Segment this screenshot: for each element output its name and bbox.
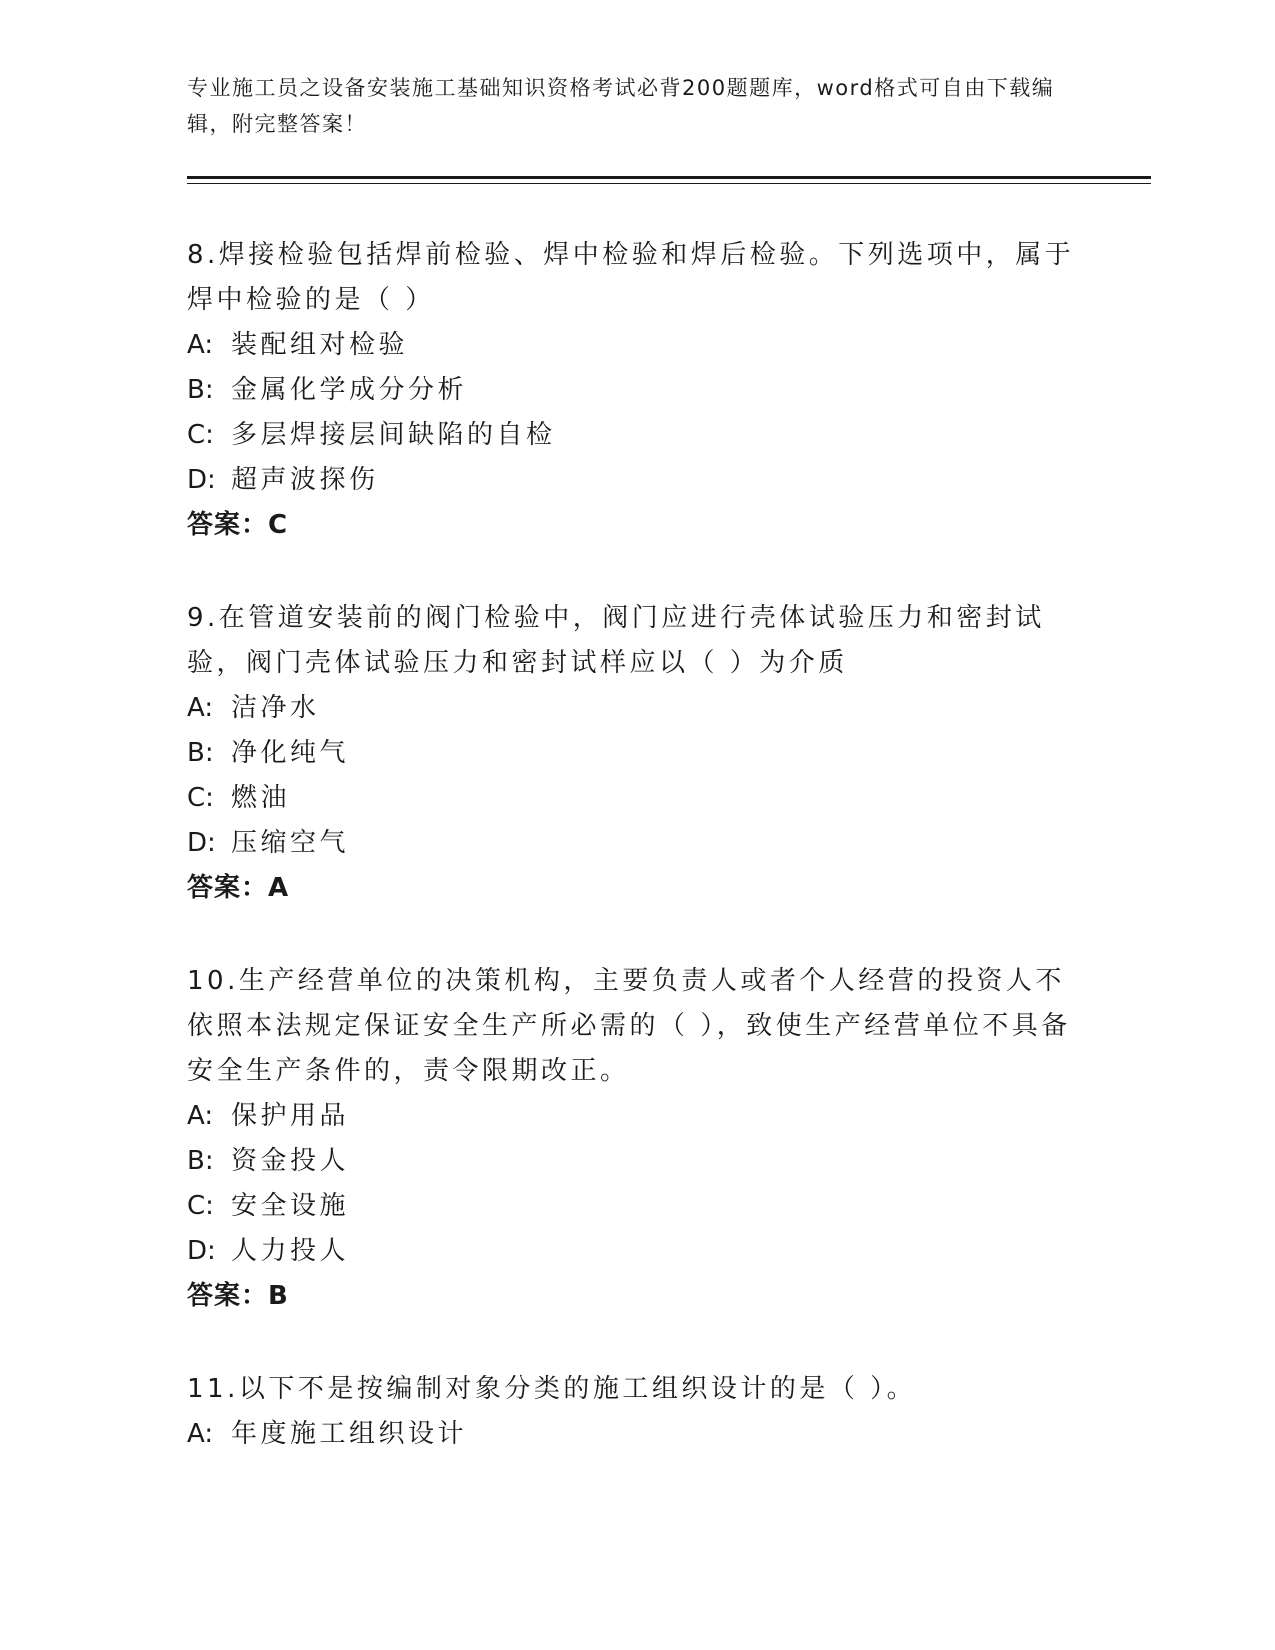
option-letter: D: (187, 1236, 216, 1266)
option-text: 人力投人 (231, 1236, 350, 1266)
option-text: 压缩空气 (231, 828, 350, 858)
question-stem: 11.以下不是按编制对象分类的施工组织设计的是（ ）。 (187, 1374, 917, 1404)
answer-line: 答案：A (187, 873, 290, 903)
option-c (187, 413, 1087, 458)
option-b (187, 368, 1087, 413)
option-letter: D: (187, 465, 216, 495)
option-letter: D: (187, 828, 216, 858)
question-9 (187, 596, 1087, 911)
question-11 (187, 1367, 1087, 1457)
option-d (187, 1229, 1087, 1274)
option-letter: B: (187, 1146, 214, 1176)
option-a (187, 1412, 1087, 1457)
option-letter: C: (187, 783, 214, 813)
question-stem: 10.生产经营单位的决策机构，主要负责人或者个人经营的投资人不依照本法规定保证安全生产所必需的（ ），致使生产经营单位不具备安全生产条件的，责令限期改正。 (187, 966, 1071, 1086)
option-text: 多层焊接层间缺陷的自检 (231, 420, 556, 450)
option-text: 装配组对检验 (231, 330, 409, 360)
option-a (187, 323, 1087, 368)
header-divider-thin (187, 183, 1151, 184)
answer-line: 答案：B (187, 1281, 289, 1311)
option-letter: B: (187, 375, 214, 405)
option-letter: C: (187, 420, 214, 450)
option-b (187, 731, 1087, 776)
question-stem: 9.在管道安装前的阀门检验中，阀门应进行壳体试验压力和密封试验，阀门壳体试验压力和密封试样应以（ ）为介质 (187, 603, 1045, 678)
option-letter: A: (187, 1419, 214, 1449)
option-a (187, 1094, 1087, 1139)
option-letter: A: (187, 1101, 214, 1131)
option-letter: A: (187, 693, 214, 723)
header-divider-thick (187, 176, 1151, 179)
option-a (187, 686, 1087, 731)
option-b (187, 1139, 1087, 1184)
option-text: 净化纯气 (231, 738, 350, 768)
answer-line: 答案：C (187, 510, 289, 540)
option-text: 燃油 (231, 783, 291, 813)
option-text: 安全设施 (231, 1191, 350, 1221)
question-8 (187, 233, 1087, 548)
option-text: 保护用品 (231, 1101, 350, 1131)
document-header: 专业施工员之设备安装施工基础知识资格考试必背200题题库，word格式可自由下载编辑，附完整答案！ (187, 76, 1055, 136)
option-text: 超声波探伤 (231, 465, 379, 495)
option-c (187, 776, 1087, 821)
question-10 (187, 959, 1087, 1319)
option-text: 金属化学成分分析 (231, 375, 468, 405)
option-d (187, 458, 1087, 503)
option-text: 年度施工组织设计 (231, 1419, 468, 1449)
option-text: 洁净水 (231, 693, 320, 723)
option-letter: B: (187, 738, 214, 768)
option-c (187, 1184, 1087, 1229)
option-letter: A: (187, 330, 214, 360)
option-text: 资金投人 (231, 1146, 350, 1176)
option-letter: C: (187, 1191, 214, 1221)
option-d (187, 821, 1087, 866)
question-stem: 8.焊接检验包括焊前检验、焊中检验和焊后检验。下列选项中，属于焊中检验的是（ ） (187, 240, 1075, 315)
